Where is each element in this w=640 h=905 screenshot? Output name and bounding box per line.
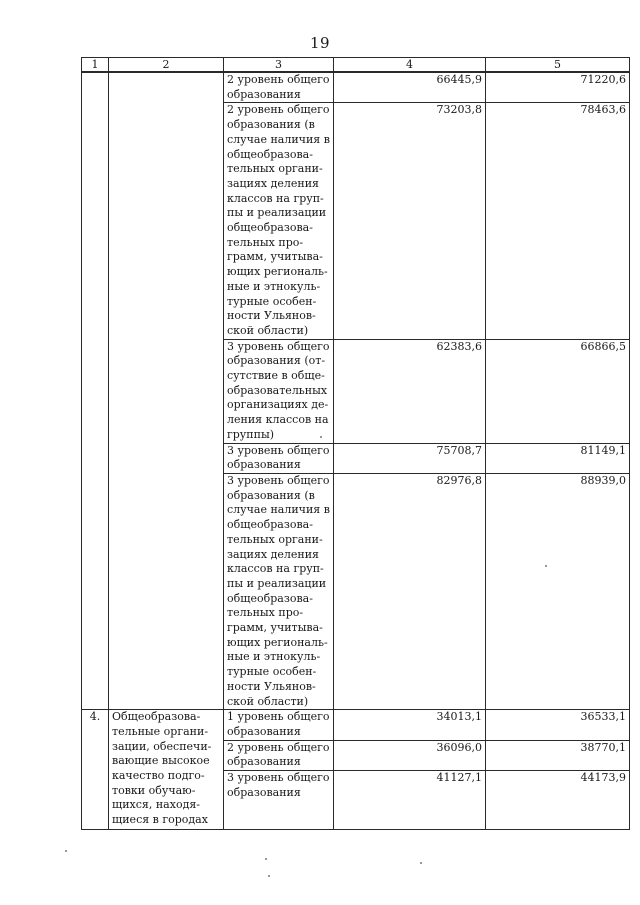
value-col4-cell: 75708,7 <box>334 443 486 473</box>
value-col4-cell: 41127,1 <box>334 771 486 830</box>
scan-speck <box>545 565 547 567</box>
education-level-cell: 3 уровень общего образования <box>224 771 334 830</box>
scan-speck <box>420 862 422 864</box>
scan-speck <box>268 875 270 877</box>
column-header-1: 1 <box>82 58 109 73</box>
table-row <box>82 72 630 103</box>
column-header-3: 3 <box>224 58 334 73</box>
education-level-cell: 3 уровень общего образования (от- сутствие в обще- образовательных организациях де- ления классов на группы) <box>224 339 334 443</box>
value-col5-cell: 88939,0 <box>486 473 630 709</box>
empty-organization-cell <box>109 72 224 710</box>
row-number-cell: 4. <box>82 710 109 830</box>
page-number: 19 <box>309 34 331 52</box>
organization-name-cell: Общеобразова- тельные органи- зации, обеспечи- вающие высокое качество подго- товки обучаю- щихся, находя- щиеся в городах <box>109 710 224 830</box>
value-col5-cell: 78463,6 <box>486 103 630 339</box>
funding-table <box>81 57 630 830</box>
scan-speck <box>65 850 67 852</box>
scan-speck <box>320 436 322 438</box>
value-col4-cell: 62383,6 <box>334 339 486 443</box>
value-col5-cell: 71220,6 <box>486 72 630 103</box>
value-col4-cell: 66445,9 <box>334 72 486 103</box>
value-col4-cell: 73203,8 <box>334 103 486 339</box>
value-col4-cell: 82976,8 <box>334 473 486 709</box>
column-header-5: 5 <box>486 58 630 73</box>
column-number-row <box>82 58 630 73</box>
value-col5-cell: 38770,1 <box>486 740 630 770</box>
education-level-cell: 2 уровень общего образования (в случае наличия в общеобразова- тельных органи- зациях деления классов на груп- пы и реализации общеобразова- тельных про- грамм, учитыва- ющих региональ- ные и этнокуль- турные особен- ности Ульянов- ской области) <box>224 103 334 339</box>
value-col4-cell: 34013,1 <box>334 710 486 740</box>
education-level-cell: 2 уровень общего образования <box>224 740 334 770</box>
education-level-cell: 3 уровень общего образования (в случае наличия в общеобразова- тельных органи- зациях деления классов на груп- пы и реализации общеобразова- тельных про- грамм, учитыва- ющих региональ- ные и этнокуль- турные особен- ности Ульянов- ской области) <box>224 473 334 709</box>
scan-speck <box>265 858 267 860</box>
education-level-cell: 1 уровень общего образования <box>224 710 334 740</box>
value-col5-cell: 44173,9 <box>486 771 630 830</box>
education-level-cell: 2 уровень общего образования <box>224 72 334 103</box>
column-header-4: 4 <box>334 58 486 73</box>
value-col5-cell: 81149,1 <box>486 443 630 473</box>
column-header-2: 2 <box>109 58 224 73</box>
education-level-cell: 3 уровень общего образования <box>224 443 334 473</box>
value-col5-cell: 36533,1 <box>486 710 630 740</box>
table-row <box>82 710 630 740</box>
value-col4-cell: 36096,0 <box>334 740 486 770</box>
empty-number-cell <box>82 72 109 710</box>
value-col5-cell: 66866,5 <box>486 339 630 443</box>
